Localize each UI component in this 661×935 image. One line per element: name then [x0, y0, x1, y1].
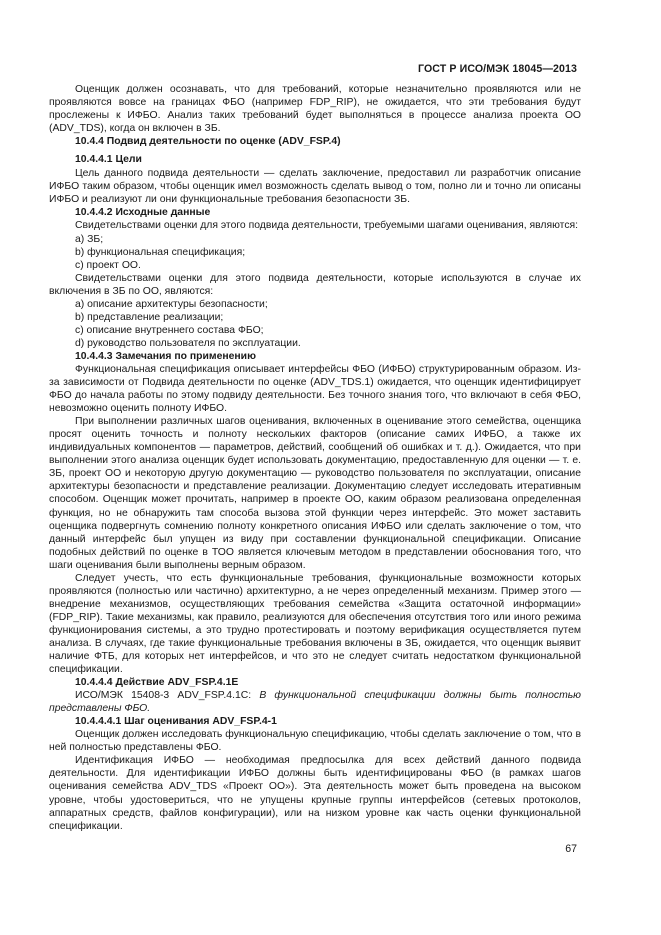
- paragraph: [49, 689, 581, 715]
- paragraph: Оценщик должен осознавать, что для требований, которые незначительно проявляются или не проявляются вовсе на границах ФБО (например FDP_RIP), не ожидается, что эти требования будут прослежены к ИФБО. Анализ таких требований будет выполняться в процессе анализа проекта ОО (ADV_TDS), когда он включен в ЗБ.: [49, 84, 581, 135]
- subsection-heading: 10.4.4.3 Замечания по применению: [75, 350, 256, 362]
- paragraph: Функциональная спецификация описывает интерфейсы ФБО (ИФБО) структурированным образом. Из-за зависимости от Подвида деятельности по оценке (ADV_TDS.1) ожидается, что оценщик идентифицирует ФБО до начала работы по этому подвиду деятельности. Без точного знания того, что включают в себя ФБО, невозможно оценить полноту ИФБО.: [49, 363, 581, 415]
- page-header-doc-id: ГОСТ Р ИСО/МЭК 18045—2013: [418, 63, 577, 75]
- list-item: а) описание архитектуры безопасности;: [75, 298, 268, 310]
- subsection-heading: 10.4.4.4.1 Шаг оценивания ADV_FSP.4-1: [75, 716, 277, 728]
- paragraph: Цель данного подвида деятельности — сделать заключение, предоставил ли разработчик описание ИФБО таким образом, чтобы оценщик имел возможность сделать вывод о том, полно ли и точно ли описаны ИФБО и реализуют ли они функциональные требования безопасности ЗБ.: [49, 168, 581, 206]
- section-heading: 10.4.4 Подвид деятельности по оценке (ADV_FSP.4): [75, 136, 341, 148]
- requirement-text: В функциональной спецификации должны быть полностью представлены ФБО.: [49, 690, 581, 715]
- paragraph: Свидетельствами оценки для этого подвида деятельности, которые используются в случае их включения в ЗБ по ОО, являются:: [49, 272, 581, 297]
- paragraph: Оценщик должен исследовать функциональную спецификацию, чтобы сделать заключение о том, что в ней полностью представлены ФБО.: [49, 729, 581, 754]
- paragraph: При выполнении различных шагов оценивания, включенных в оценивание этого семейства, оценщика просят оценить точность и полноту нескольких факторов (описание самих ИФБО, а также их индивидуальных компонентов — параметров, действий, сообщений об ошибках и т. д.). Ожидается, что при выполнении этого анализа оценщик будет использовать документацию, предоставленную для оценки — т. е. ЗБ, проект ОО и некоторую другую документацию — руководство пользователя по эксплуатации, описание архитектуры безопасности и представление реализации. Документацию следует исследовать итеративным способом. Оценщик может прочитать, например в проекте ОО, каким образом реализована определенная функция, но не обнаружить там способа вызова этой функции через интерфейс. Это может заставить оценщика подвергнуть сомнению полноту конкретного описания ИФБО или сделать заключение о том, что данный интерфейс был упущен из виду при составлении функциональной спецификации. Описание подобных действий по оценке в ТОО является ключевым методом в представлении обоснования того, что шаги оценивания были выполнены верным образом.: [49, 416, 581, 571]
- list-item: с) описание внутреннего состава ФБО;: [75, 324, 264, 336]
- list-item: b) представление реализации;: [75, 311, 224, 323]
- paragraph: Следует учесть, что есть функциональные требования, функциональные возможности которых проявляются (полностью или частично) архитектурно, а не через определенный механизм. Пример этого — внедрение механизмов, осуществляющих требования семейства «Защита остаточной информации» (FDP_RIP). Такие механизмы, как правило, реализуются для обеспечения отсутствия того или иного режима функционирования системы, а это трудно протестировать и поэтому верификация осуществляется путем анализа. В случаях, где такие функциональные требования включены в ЗБ, ожидается, что оценщик выявит наличие ФТБ, для которых нет интерфейсов, и что это не следует считать недостатком функциональной спецификации.: [49, 572, 581, 676]
- list-item: b) функциональная спецификация;: [75, 246, 246, 258]
- paragraph: Свидетельствами оценки для этого подвида деятельности, требуемыми шагами оценивания, являются:: [75, 220, 579, 232]
- subsection-heading: 10.4.4.4 Действие ADV_FSP.4.1E: [75, 677, 239, 689]
- subsection-heading: 10.4.4.2 Исходные данные: [75, 207, 211, 219]
- page-content: [49, 83, 581, 833]
- list-item: с) проект ОО.: [75, 259, 141, 271]
- list-item: d) руководство пользователя по эксплуатации.: [75, 337, 301, 349]
- paragraph: Идентификация ИФБО — необходимая предпосылка для всех действий данного подвида деятельности. Для идентификации ИФБО должны быть идентифицированы ФБО (в рамках шагов оценивания семейства ADV_TDS «Проект ОО»). Эта деятельность может быть проведена на высоком уровне, чтобы удостовериться, что не упущены крупные группы интерфейсов (сетевых протоколов, аппаратных средств, файлов конфигурации), или на низком уровне как часть оценки функциональной спецификации.: [49, 755, 581, 832]
- requirement-ref: ИСО/МЭК 15408-3 ADV_FSP.4.1C:: [75, 690, 260, 702]
- list-item: а) ЗБ;: [75, 233, 104, 245]
- page-number: 67: [565, 843, 577, 855]
- subsection-heading: 10.4.4.1 Цели: [75, 154, 142, 166]
